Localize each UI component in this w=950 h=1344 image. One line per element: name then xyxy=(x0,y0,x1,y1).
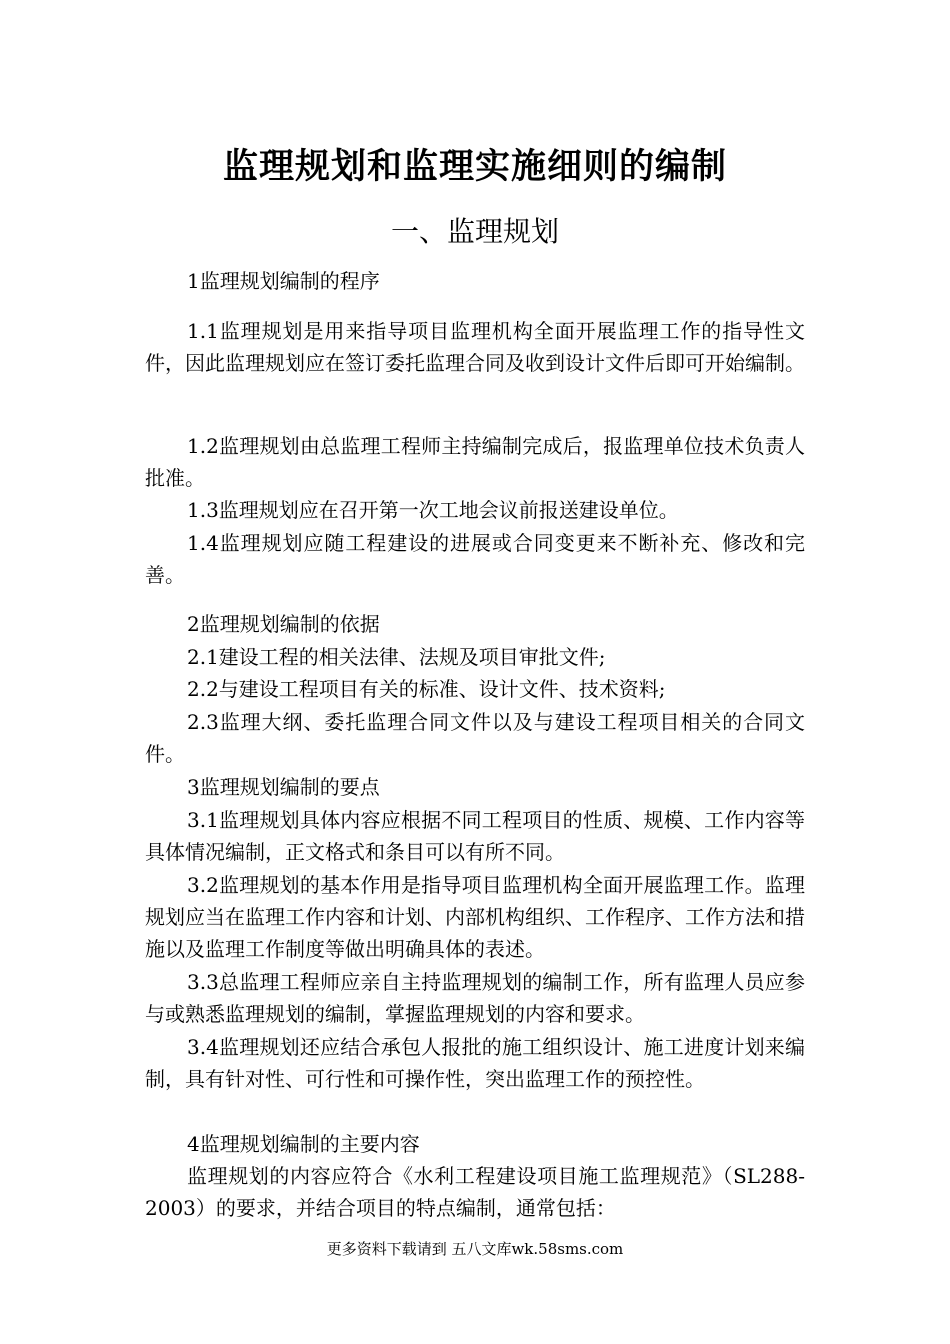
paragraph-3-3: 3.3总监理工程师应亲自主持监理规划的编制工作，所有监理人员应参与或熟悉监理规划的编制，掌握监理规划的内容和要求。 xyxy=(145,970,805,1026)
paragraph-2-2: 2.2与建设工程项目有关的标准、设计文件、技术资料; xyxy=(187,677,666,701)
paragraph-1-3: 1.3监理规划应在召开第一次工地会议前报送建设单位。 xyxy=(187,498,679,522)
paragraph-2-3: 2.3监理大纲、委托监理合同文件以及与建设工程项目相关的合同文件。 xyxy=(145,710,805,766)
paragraph-4-intro: 监理规划的内容应符合《水利工程建设项目施工监理规范》（SL288-2003）的要求，并结合项目的特点编制，通常包括： xyxy=(145,1164,805,1220)
paragraph-1-2: 1.2监理规划由总监理工程师主持编制完成后，报监理单位技术负责人批准。 xyxy=(145,434,805,490)
paragraph-1-4: 1.4监理规划应随工程建设的进展或合同变更来不断补充、修改和完善。 xyxy=(145,531,805,587)
paragraph-1-1: 1.1监理规划是用来指导项目监理机构全面开展监理工作的指导性文件，因此监理规划应在签订委托监理合同及收到设计文件后即可开始编制。 xyxy=(145,319,805,375)
paragraph-3-2: 3.2监理规划的基本作用是指导项目监理机构全面开展监理工作。监理规划应当在监理工作内容和计划、内部机构组织、工作程序、工作方法和措施以及监理工作制度等做出明确具体的表述。 xyxy=(145,873,805,961)
document-title: 监理规划和监理实施细则的编制 xyxy=(222,146,727,187)
heading-4-main-content: 4监理规划编制的主要内容 xyxy=(187,1132,420,1156)
paragraph-2-1: 2.1建设工程的相关法律、法规及项目审批文件; xyxy=(187,645,606,669)
paragraph-3-1: 3.1监理规划具体内容应根据不同工程项目的性质、规模、工作内容等具体情况编制，正文格式和条目可以有所不同。 xyxy=(145,808,805,864)
heading-2-basis: 2监理规划编制的依据 xyxy=(187,612,380,636)
heading-1-procedure: 1监理规划编制的程序 xyxy=(187,269,380,293)
footer-download-notice: 更多资料下载请到 五八文库wk.58sms.com xyxy=(326,1240,624,1258)
heading-3-key-points: 3监理规划编制的要点 xyxy=(187,775,380,799)
section-heading: 一、监理规划 xyxy=(390,215,559,248)
paragraph-3-4: 3.4监理规划还应结合承包人报批的施工组织设计、施工进度计划来编制，具有针对性、可行性和可操作性，突出监理工作的预控性。 xyxy=(145,1035,805,1091)
